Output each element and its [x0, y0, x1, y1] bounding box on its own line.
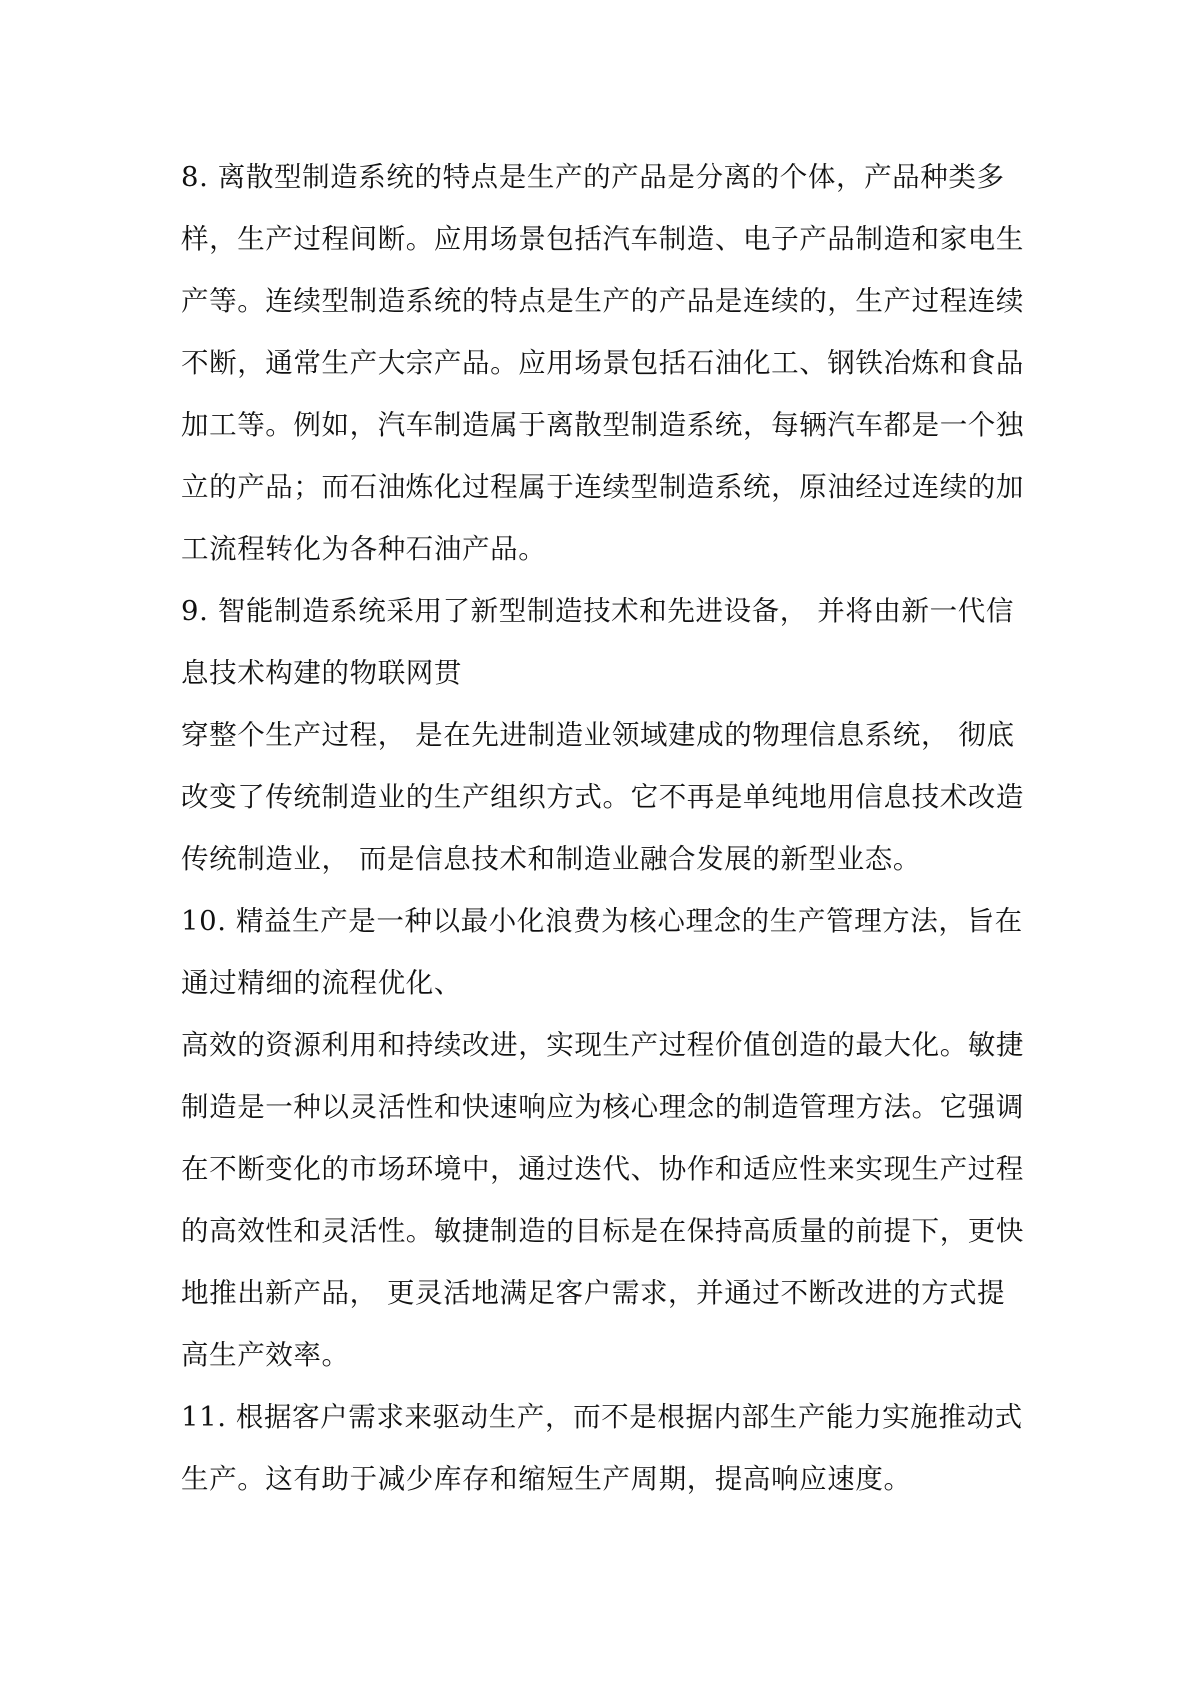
item-8-line-6: 立的产品；而石油炼化过程属于连续型制造系统，原油经过连续的加: [181, 471, 1024, 503]
document-body: [181, 146, 1024, 1510]
item-8-line-7: 工流程转化为各种石油产品。: [181, 533, 547, 565]
item-8-line-1: 8. 离散型制造系统的特点是生产的产品是分离的个体，产品种类多: [181, 161, 1005, 193]
item-10-line-8: 高生产效率。: [181, 1339, 350, 1371]
item-11-line-2: 生产。这有助于减少库存和缩短生产周期，提高响应速度。: [181, 1463, 912, 1495]
item-9-line-2: 息技术构建的物联网贯: [181, 657, 462, 689]
item-9-line-5: 传统制造业， 而是信息技术和制造业融合发展的新型业态。: [181, 843, 921, 875]
item-8-line-2: 样，生产过程间断。应用场景包括汽车制造、电子产品制造和家电生: [181, 223, 1024, 255]
item-8-line-5: 加工等。例如，汽车制造属于离散型制造系统，每辆汽车都是一个独: [181, 409, 1024, 441]
item-10-line-5: 在不断变化的市场环境中，通过迭代、协作和适应性来实现生产过程: [181, 1153, 1024, 1185]
item-9-line-3: 穿整个生产过程， 是在先进制造业领域建成的物理信息系统， 彻底: [181, 719, 1015, 751]
item-8-line-3: 产等。连续型制造系统的特点是生产的产品是连续的，生产过程连续: [181, 285, 1024, 317]
item-10-line-3: 高效的资源利用和持续改进，实现生产过程价值创造的最大化。敏捷: [181, 1029, 1024, 1061]
item-10-line-6: 的高效性和灵活性。敏捷制造的目标是在保持高质量的前提下，更快: [181, 1215, 1024, 1247]
item-10-line-7: 地推出新产品， 更灵活地满足客户需求，并通过不断改进的方式提: [181, 1277, 1006, 1309]
item-10-line-2: 通过精细的流程优化、: [181, 967, 462, 999]
item-9-line-4: 改变了传统制造业的生产组织方式。它不再是单纯地用信息技术改造: [181, 781, 1024, 813]
item-8-line-4: 不断，通常生产大宗产品。应用场景包括石油化工、钢铁冶炼和食品: [181, 347, 1024, 379]
item-10-line-4: 制造是一种以灵活性和快速响应为核心理念的制造管理方法。它强调: [181, 1091, 1024, 1123]
item-11-line-1: 11. 根据客户需求来驱动生产，而不是根据内部生产能力实施推动式: [181, 1401, 1023, 1433]
item-9-line-1: 9. 智能制造系统采用了新型制造技术和先进设备， 并将由新一代信: [181, 595, 1014, 627]
item-10-line-1: 10. 精益生产是一种以最小化浪费为核心理念的生产管理方法，旨在: [181, 905, 1023, 937]
